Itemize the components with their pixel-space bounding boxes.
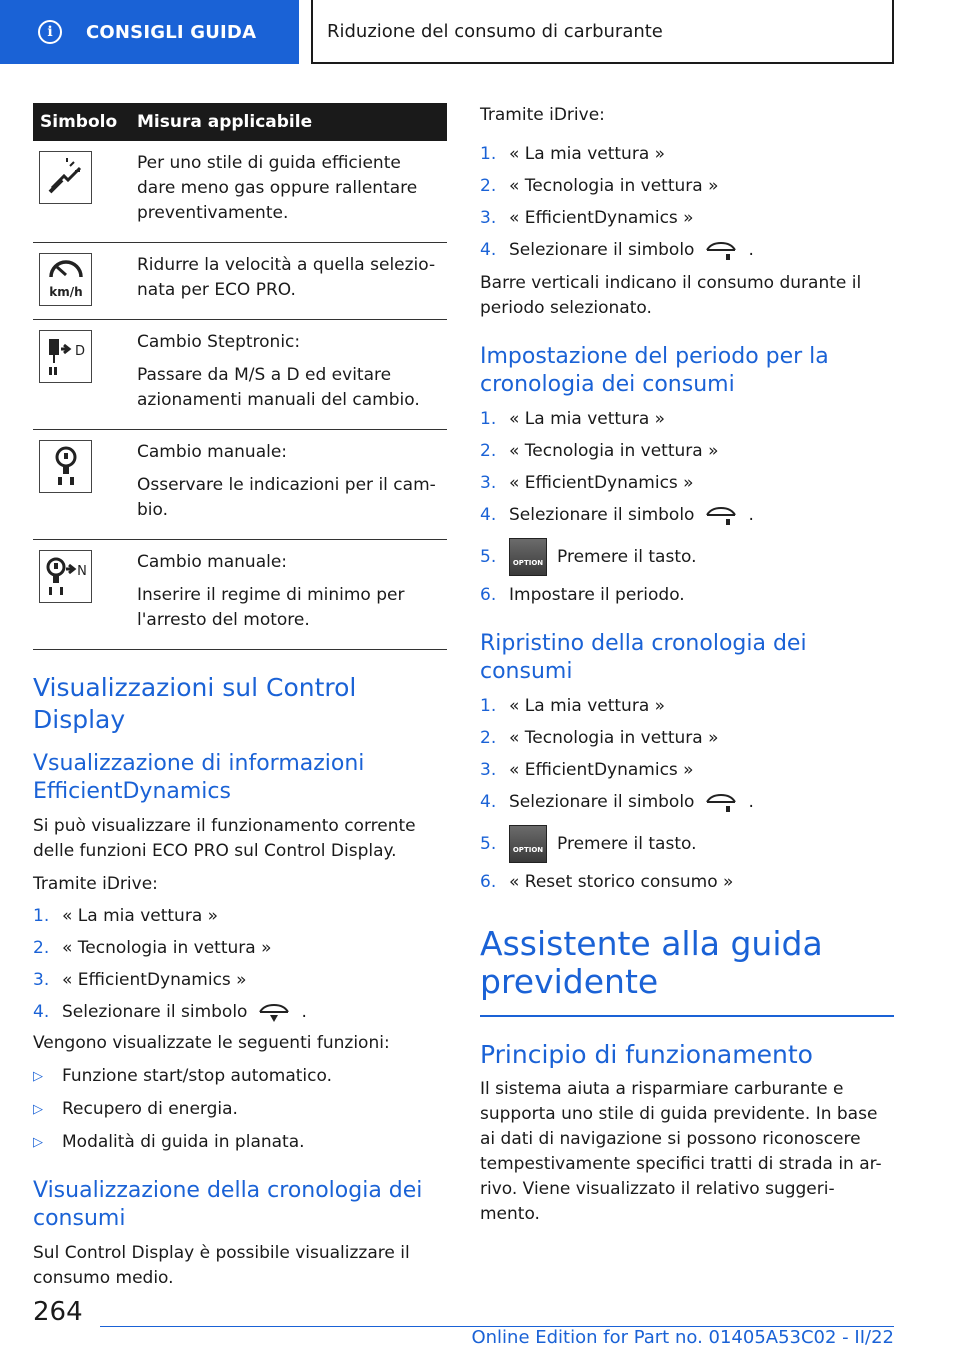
row-text: Cambio manuale: bbox=[137, 552, 288, 572]
heading-period: Impostazione del periodo per la cronologia dei consumi bbox=[480, 344, 829, 397]
bullet-triangle-icon: ▷ bbox=[33, 1102, 43, 1117]
row-text: Osservare le indicazioni per il cam-bio. bbox=[137, 475, 436, 520]
edition-label: Online Edition for Part no. 01405A53C02 - II/22 bbox=[471, 1327, 894, 1348]
steps-history bbox=[480, 142, 894, 263]
row-text: Per uno stile di guida efficiente dare meno gas oppure rallentare preventivamente. bbox=[137, 153, 418, 223]
list-item: ▷ Funzione start/stop automatico. bbox=[33, 1064, 447, 1089]
list-item: 3. « EfficientDynamics » bbox=[33, 970, 247, 990]
list-item: 4. Selezionare il simbolo . bbox=[33, 1002, 307, 1022]
chapter-title-box bbox=[311, 0, 894, 64]
chapter-title: Riduzione del consumo di carburante bbox=[327, 20, 663, 42]
list-item: 1. « La mia vettura » bbox=[480, 409, 666, 429]
heading-rule bbox=[480, 1015, 894, 1017]
functions-list bbox=[33, 1064, 447, 1155]
row-text: Passare da M/S a D ed evitare azionamenti manuali del cambio. bbox=[137, 365, 420, 410]
list-item: 3. « EfficientDynamics » bbox=[480, 473, 694, 493]
left-column bbox=[33, 103, 447, 1291]
table-row bbox=[33, 320, 447, 430]
paragraph-principle: Il sistema aiuta a risparmiare carburante e supporta uno stile di guida previdente. In base ai dati di navigazione si possono riconoscere tempestivamente specifici tratti di strada in ar-rivo. Viene visualizzato il relativo suggeri-mento. bbox=[480, 1079, 882, 1224]
paragraph-idrive: Tramite iDrive: bbox=[33, 874, 158, 894]
section-label: CONSIGLI GUIDA bbox=[86, 21, 257, 43]
heading-efficientdynamics-info: Vsualizzazione di informazioni EfficientDynamics bbox=[33, 751, 365, 804]
n-label: N bbox=[76, 563, 87, 579]
section-tab bbox=[0, 0, 299, 64]
list-item: 2. « Tecnologia in vettura » bbox=[480, 441, 719, 461]
heading-control-display: Visualizzazioni sul Control Display bbox=[33, 673, 357, 734]
steps-info bbox=[33, 904, 447, 1025]
gear-lever-n-icon bbox=[39, 550, 92, 603]
steps-reset bbox=[480, 694, 894, 895]
symbol-table bbox=[33, 103, 447, 650]
page-number: 264 bbox=[33, 1297, 83, 1327]
steps-period bbox=[480, 407, 894, 608]
list-item: 3. « EfficientDynamics » bbox=[480, 760, 694, 780]
col-header-measure: Misura applicabile bbox=[137, 103, 447, 141]
car-symbol-icon bbox=[257, 1002, 291, 1024]
heading-history: Visualizzazione della cronologia dei consumi bbox=[33, 1178, 423, 1231]
col-header-symbol: Simbolo bbox=[33, 103, 137, 141]
table-row bbox=[33, 540, 447, 650]
row-text: Cambio manuale: bbox=[137, 442, 288, 462]
consumption-car-icon bbox=[704, 505, 738, 527]
list-item: 5. OPTION Premere il tasto. bbox=[480, 825, 894, 863]
heading-assistant: Assistente alla guida previdente bbox=[480, 924, 823, 1001]
heading-principle: Principio di funzionamento bbox=[480, 1040, 813, 1069]
table-row bbox=[33, 243, 447, 320]
paragraph-info: Si può visualizzare il funzionamento corrente delle funzioni ECO PRO sul Control Display. bbox=[33, 816, 416, 861]
paragraph-idrive-right: Tramite iDrive: bbox=[480, 105, 605, 125]
option-button-icon: OPTION bbox=[509, 538, 547, 576]
list-item: 4. Selezionare il simbolo . bbox=[480, 240, 754, 260]
list-item: 2. « Tecnologia in vettura » bbox=[480, 176, 719, 196]
row-text: Cambio Steptronic: bbox=[137, 332, 301, 352]
list-item: 1. « La mia vettura » bbox=[480, 144, 666, 164]
list-item: 4. Selezionare il simbolo . bbox=[480, 792, 754, 812]
speedometer-kmh-icon bbox=[39, 253, 92, 306]
list-item: 1. « La mia vettura » bbox=[480, 696, 666, 716]
list-item: 6. Impostare il periodo. bbox=[480, 585, 685, 605]
list-item: 6. « Reset storico consumo » bbox=[480, 872, 734, 892]
paragraph-bars: Barre verticali indicano il consumo durante il periodo selezionato. bbox=[480, 273, 862, 318]
info-icon: i bbox=[38, 20, 62, 44]
gear-lever-icon bbox=[39, 440, 92, 493]
list-item: 1. « La mia vettura » bbox=[33, 906, 219, 926]
list-item: 2. « Tecnologia in vettura » bbox=[33, 938, 272, 958]
list-item: 4. Selezionare il simbolo . bbox=[480, 505, 754, 525]
paragraph-functions: Vengono visualizzate le seguenti funzioni: bbox=[33, 1033, 390, 1053]
table-row bbox=[33, 141, 447, 243]
gear-lever-d-icon bbox=[39, 330, 92, 383]
list-item: ▷ Modalità di guida in planata. bbox=[33, 1130, 447, 1155]
foot-pedal-icon bbox=[39, 151, 92, 204]
d-label: D bbox=[74, 343, 85, 359]
heading-reset: Ripristino della cronologia dei consumi bbox=[480, 631, 807, 684]
bullet-triangle-icon: ▷ bbox=[33, 1069, 43, 1084]
list-item: 3. « EfficientDynamics » bbox=[480, 208, 694, 228]
bullet-triangle-icon: ▷ bbox=[33, 1135, 43, 1150]
row-text: Ridurre la velocità a quella selezio-nata per ECO PRO. bbox=[137, 255, 436, 300]
row-text: Inserire il regime di minimo per l'arresto del motore. bbox=[137, 585, 405, 630]
option-button-icon: OPTION bbox=[509, 825, 547, 863]
table-row bbox=[33, 430, 447, 540]
consumption-car-icon bbox=[704, 792, 738, 814]
list-item: 2. « Tecnologia in vettura » bbox=[480, 728, 719, 748]
kmh-label: km/h bbox=[48, 284, 83, 299]
list-item: ▷ Recupero di energia. bbox=[33, 1097, 447, 1122]
consumption-car-icon bbox=[704, 240, 738, 262]
right-column bbox=[480, 103, 894, 1227]
paragraph-history: Sul Control Display è possibile visualizzare il consumo medio. bbox=[33, 1243, 410, 1288]
list-item: 5. OPTION Premere il tasto. bbox=[480, 538, 894, 576]
